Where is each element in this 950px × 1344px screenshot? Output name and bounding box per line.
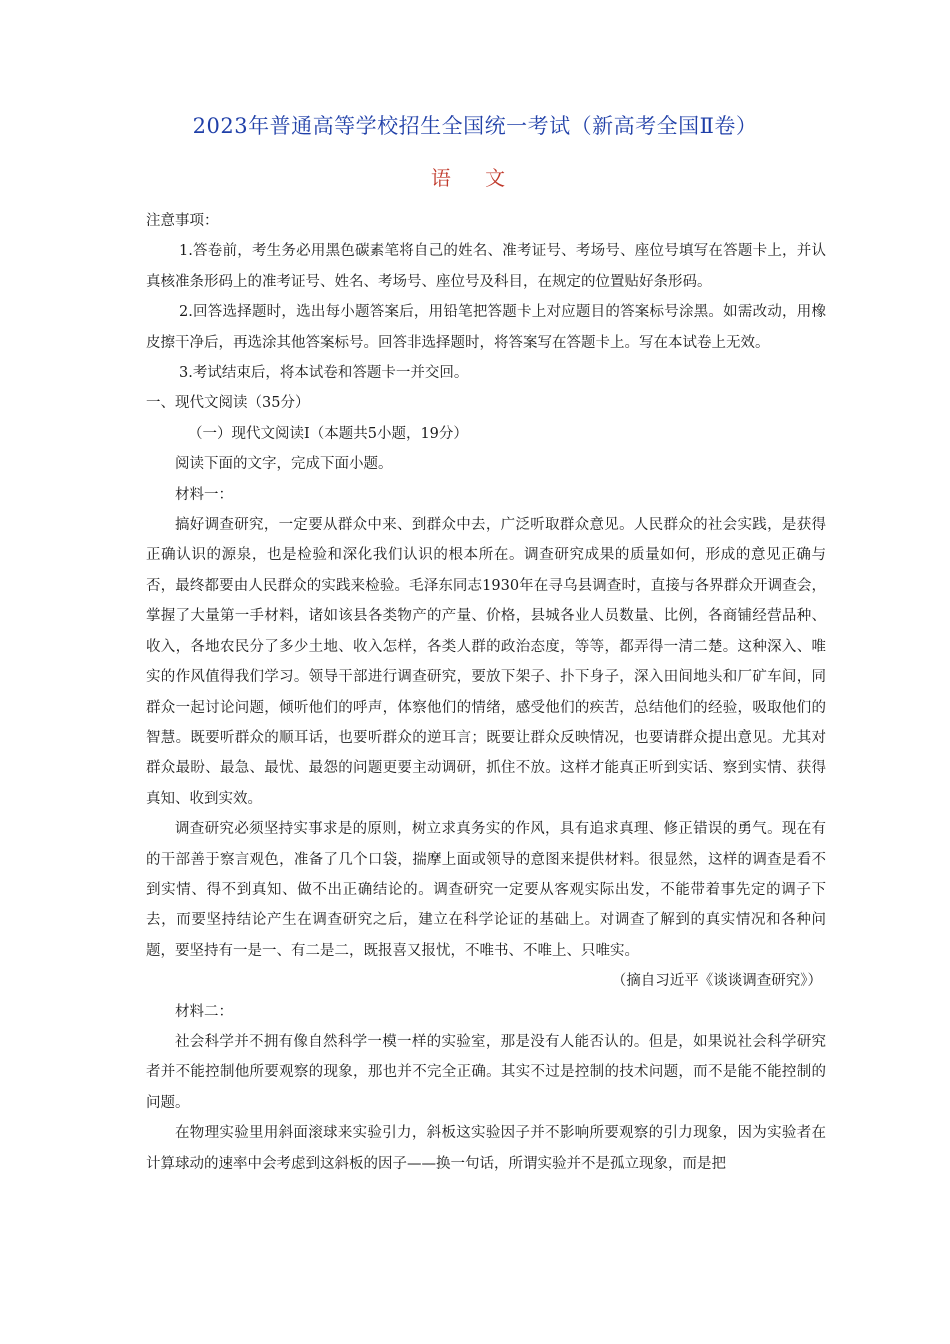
subject-title: 语 文: [430, 166, 520, 190]
material-2-paragraph-2: 在物理实验里用斜面滚球来实验引力，斜板这实验因子并不影响所要观察的引力现象，因为实验者在计算球动的速率中会考虑到这斜板的因子——换一句话，所谓实验并不是孤立现象，而是把: [146, 1125, 826, 1172]
notice-item-1: 1.答卷前，考生务必用黑色碳素笔将自己的姓名、准考证号、考场号、座位号填写在答题卡上，并认真核准条形码上的准考证号、姓名、考场号、座位号及科目，在规定的位置贴好条形码。: [146, 243, 826, 290]
subsection-heading: （一）现代文阅读Ⅰ（本题共5小题，19分）: [188, 425, 468, 442]
section-heading: 一、现代文阅读（35分）: [146, 395, 310, 412]
reading-instruction: 阅读下面的文字，完成下面小题。: [175, 456, 393, 473]
notice-heading: 注意事项：: [146, 213, 219, 229]
material-2-label: 材料二：: [175, 1003, 233, 1020]
material-1-source: （摘自习近平《谈谈调查研究》）: [611, 973, 822, 990]
exam-title: 2023年普通高等学校招生全国统一考试（新高考全国Ⅱ卷）: [192, 114, 758, 138]
material-1-paragraph-2: 调查研究必须坚持实事求是的原则，树立求真务实的作风，具有追求真理、修正错误的勇气。现在有的干部善于察言观色，准备了几个口袋，揣摩上面或领导的意图来提供材料。很显然，这样的调查是看不到实情、得不到真知、做不出正确结论的。调查研究一定要从客观实际出发，不能带着事先定的调子下去，而要坚持结论产生在调查研究之后，建立在科学论证的基础上。对调查了解到的真实情况和各种问题，要坚持有一是一、有二是二，既报喜又报忧，不唯书、不唯上、只唯实。: [146, 821, 826, 959]
document-body: [146, 206, 826, 1179]
material-2-paragraph-1: 社会科学并不拥有像自然科学一模一样的实验室，那是没有人能否认的。但是，如果说社会科学研究者并不能控制他所要观察的现象，那也并不完全正确。其实不过是控制的技术问题，而不是能不能控制的问题。: [146, 1033, 826, 1111]
notice-item-3: 3.考试结束后，将本试卷和答题卡一并交回。: [179, 365, 469, 382]
material-1-paragraph-1: 搞好调查研究，一定要从群众中来、到群众中去，广泛听取群众意见。人民群众的社会实践，是获得正确认识的源泉，也是检验和深化我们认识的根本所在。调查研究成果的质量如何，形成的意见正确与否，最终都要由人民群众的实践来检验。毛泽东同志1930年在寻乌县调查时，直接与各界群众开调查会，掌握了大量第一手材料，诸如该县各类物产的产量、价格，县城各业人员数量、比例，各商铺经营品种、收入，各地农民分了多少土地、收入怎样，各类人群的政治态度，等等，都弄得一清二楚。这种深入、唯实的作风值得我们学习。领导干部进行调查研究，要放下架子、扑下身子，深入田间地头和厂矿车间，同群众一起讨论问题，倾听他们的呼声，体察他们的情绪，感受他们的疾苦，总结他们的经验，吸取他们的智慧。既要听群众的顺耳话，也要听群众的逆耳言；既要让群众反映情况，也要请群众提出意见。尤其对群众最盼、最急、最忧、最怨的问题更要主动调研，抓住不放。这样才能真正听到实话、察到实情、获得真知、收到实效。: [146, 517, 826, 807]
notice-item-2: 2.回答选择题时，选出每小题答案后，用铅笔把答题卡上对应题目的答案标号涂黑。如需改动，用橡皮擦干净后，再选涂其他答案标号。回答非选择题时，将答案写在答题卡上。写在本试卷上无效。: [146, 304, 826, 351]
material-1-label: 材料一：: [175, 486, 233, 503]
